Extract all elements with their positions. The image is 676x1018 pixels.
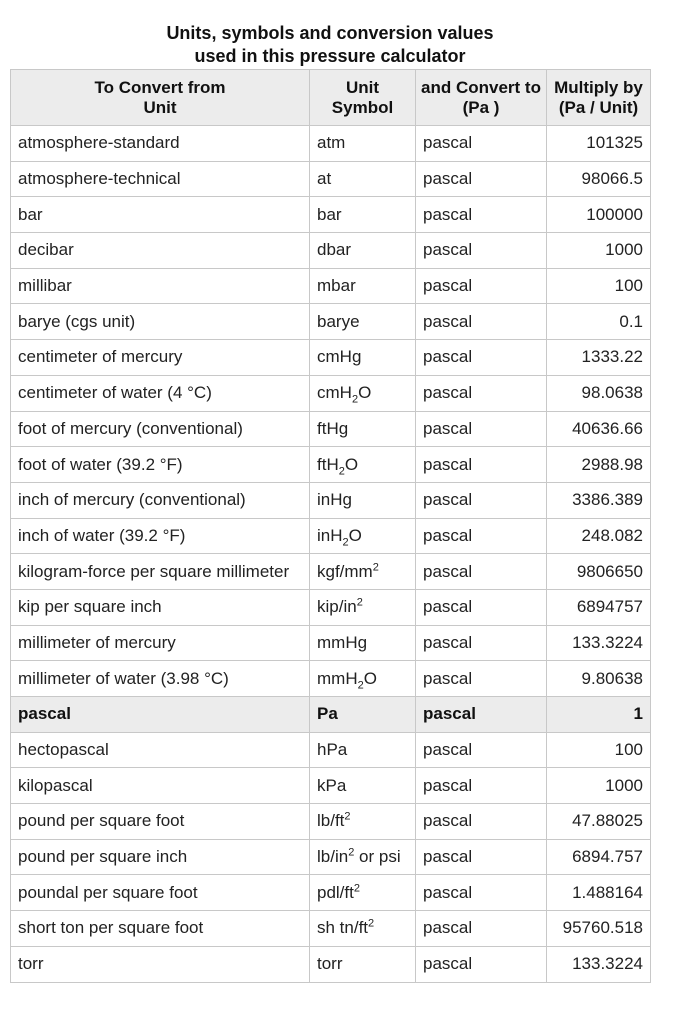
table-row [11, 911, 651, 947]
table-row [11, 625, 651, 661]
cell-unit-name: inch of mercury (conventional) [11, 482, 310, 518]
cell-unit-symbol: torr [310, 946, 416, 982]
table-row [11, 375, 651, 411]
cell-convert-to: pascal [416, 946, 547, 982]
cell-convert-to: pascal [416, 911, 547, 947]
table-row [11, 518, 651, 554]
table-row [11, 768, 651, 804]
cell-unit-symbol: at [310, 161, 416, 197]
cell-unit-symbol: mbar [310, 268, 416, 304]
cell-multiplier: 0.1 [547, 304, 651, 340]
cell-multiplier: 1 [547, 697, 651, 733]
table-row [11, 482, 651, 518]
table-row [11, 197, 651, 233]
cell-multiplier: 3386.389 [547, 482, 651, 518]
table-header [11, 70, 651, 126]
cell-unit-name: decibar [11, 233, 310, 269]
superscript: 2 [344, 810, 351, 823]
cell-convert-to: pascal [416, 768, 547, 804]
table-row [11, 268, 651, 304]
subscript: 2 [351, 393, 359, 406]
table-row [11, 447, 651, 483]
cell-unit-symbol: $lb/ft^2$ [310, 804, 416, 840]
conversion-table [10, 69, 651, 983]
cell-multiplier: 100 [547, 268, 651, 304]
cell-multiplier: 98.0638 [547, 375, 651, 411]
cell-convert-to: pascal [416, 126, 547, 162]
cell-multiplier: 2988.98 [547, 447, 651, 483]
table-caption [10, 22, 650, 68]
cell-convert-to: pascal [416, 268, 547, 304]
cell-unit-symbol: $lb/in^2$ or psi [310, 839, 416, 875]
cell-unit-symbol: inH$_2$O [310, 518, 416, 554]
cell-unit-name: kilogram-force per square millimeter [11, 554, 310, 590]
caption-line-2: used in this pressure calculator [194, 46, 466, 66]
subscript: 2 [357, 679, 364, 692]
cell-convert-to: pascal [416, 804, 547, 840]
table-row [11, 126, 651, 162]
superscript: 2 [353, 882, 360, 895]
cell-multiplier: 95760.518 [547, 911, 651, 947]
table-row [11, 411, 651, 447]
cell-unit-name: pound per square foot [11, 804, 310, 840]
cell-multiplier: 47.88025 [547, 804, 651, 840]
table-body [11, 126, 651, 983]
table-row [11, 875, 651, 911]
header-multiply-by: Multiply by (Pa / Unit) [547, 70, 651, 126]
table-row [11, 839, 651, 875]
table-row [11, 161, 651, 197]
cell-multiplier: 9806650 [547, 554, 651, 590]
cell-unit-name: millimeter of water (3.98 °C) [11, 661, 310, 697]
cell-unit-symbol: mmHg [310, 625, 416, 661]
table-row [11, 589, 651, 625]
cell-multiplier: 6894757 [547, 589, 651, 625]
cell-unit-name: short ton per square foot [11, 911, 310, 947]
cell-unit-name: kip per square inch [11, 589, 310, 625]
cell-multiplier: 40636.66 [547, 411, 651, 447]
cell-convert-to: pascal [416, 839, 547, 875]
cell-unit-symbol: cmHg [310, 340, 416, 376]
header-convert-from: To Convert from Unit [11, 70, 310, 126]
cell-unit-name: pound per square inch [11, 839, 310, 875]
table-row [11, 804, 651, 840]
cell-multiplier: 98066.5 [547, 161, 651, 197]
cell-multiplier: 1000 [547, 768, 651, 804]
header-unit-symbol: Unit Symbol [310, 70, 416, 126]
cell-unit-name: foot of mercury (conventional) [11, 411, 310, 447]
cell-unit-symbol: dbar [310, 233, 416, 269]
superscript: 2 [356, 596, 363, 609]
cell-unit-name: poundal per square foot [11, 875, 310, 911]
superscript: 2 [368, 917, 375, 930]
cell-unit-symbol: pdl/$ft^2$ [310, 875, 416, 911]
cell-convert-to: pascal [416, 625, 547, 661]
cell-convert-to: pascal [416, 554, 547, 590]
cell-multiplier: 133.3224 [547, 625, 651, 661]
cell-unit-name: millimeter of mercury [11, 625, 310, 661]
cell-unit-name: barye (cgs unit) [11, 304, 310, 340]
cell-multiplier: 100000 [547, 197, 651, 233]
superscript: 2 [372, 560, 379, 573]
subscript: 2 [342, 536, 349, 549]
cell-convert-to: pascal [416, 161, 547, 197]
cell-multiplier: 1.488164 [547, 875, 651, 911]
subscript: 2 [338, 464, 345, 477]
cell-convert-to: pascal [416, 589, 547, 625]
cell-unit-symbol: bar [310, 197, 416, 233]
cell-unit-name: centimeter of water (4 °C) [11, 375, 310, 411]
cell-convert-to: pascal [416, 197, 547, 233]
cell-multiplier: 133.3224 [547, 946, 651, 982]
header-convert-to: and Convert to (Pa ) [416, 70, 547, 126]
cell-unit-symbol: sh $tn/ft^2$ [310, 911, 416, 947]
cell-multiplier: 6894.757 [547, 839, 651, 875]
table-row [11, 732, 651, 768]
table-row [11, 661, 651, 697]
cell-multiplier: 1000 [547, 233, 651, 269]
table-row [11, 233, 651, 269]
cell-convert-to: pascal [416, 875, 547, 911]
cell-unit-symbol: barye [310, 304, 416, 340]
header-row [11, 70, 651, 126]
cell-unit-symbol: atm [310, 126, 416, 162]
cell-convert-to: pascal [416, 732, 547, 768]
cell-unit-symbol: Pa [310, 697, 416, 733]
cell-convert-to: pascal [416, 482, 547, 518]
cell-convert-to: pascal [416, 518, 547, 554]
cell-multiplier: 1333.22 [547, 340, 651, 376]
cell-unit-name: foot of water (39.2 °F) [11, 447, 310, 483]
cell-unit-name: centimeter of mercury [11, 340, 310, 376]
cell-unit-symbol: ftH$_2$O [310, 447, 416, 483]
cell-unit-name: atmosphere-standard [11, 126, 310, 162]
cell-convert-to: pascal [416, 340, 547, 376]
cell-unit-name: pascal [11, 697, 310, 733]
superscript: 2 [348, 846, 355, 859]
cell-convert-to: pascal [416, 447, 547, 483]
cell-unit-symbol: kgf/$mm^2$ [310, 554, 416, 590]
cell-convert-to: pascal [416, 304, 547, 340]
cell-unit-name: inch of water (39.2 °F) [11, 518, 310, 554]
cell-unit-symbol: kPa [310, 768, 416, 804]
cell-unit-name: millibar [11, 268, 310, 304]
cell-convert-to: pascal [416, 375, 547, 411]
cell-unit-name: atmosphere-technical [11, 161, 310, 197]
cell-unit-symbol: mmH$_2$O [310, 661, 416, 697]
cell-convert-to: pascal [416, 661, 547, 697]
cell-convert-to: pascal [416, 233, 547, 269]
cell-unit-name: torr [11, 946, 310, 982]
cell-convert-to: pascal [416, 411, 547, 447]
cell-unit-symbol: ftHg [310, 411, 416, 447]
cell-multiplier: 9.80638 [547, 661, 651, 697]
cell-unit-name: kilopascal [11, 768, 310, 804]
cell-unit-symbol: inHg [310, 482, 416, 518]
cell-unit-symbol: hPa [310, 732, 416, 768]
cell-convert-to: pascal [416, 697, 547, 733]
cell-multiplier: 101325 [547, 126, 651, 162]
cell-unit-name: hectopascal [11, 732, 310, 768]
cell-unit-symbol: cmH$_2$O [310, 375, 416, 411]
cell-multiplier: 248.082 [547, 518, 651, 554]
caption-line-1: Units, symbols and conversion values [166, 23, 494, 43]
table-row [11, 340, 651, 376]
table-row [11, 946, 651, 982]
table-row [11, 554, 651, 590]
table-row [11, 697, 651, 733]
cell-unit-symbol: kip/$in^2$ [310, 589, 416, 625]
cell-unit-name: bar [11, 197, 310, 233]
table-row [11, 304, 651, 340]
cell-multiplier: 100 [547, 732, 651, 768]
